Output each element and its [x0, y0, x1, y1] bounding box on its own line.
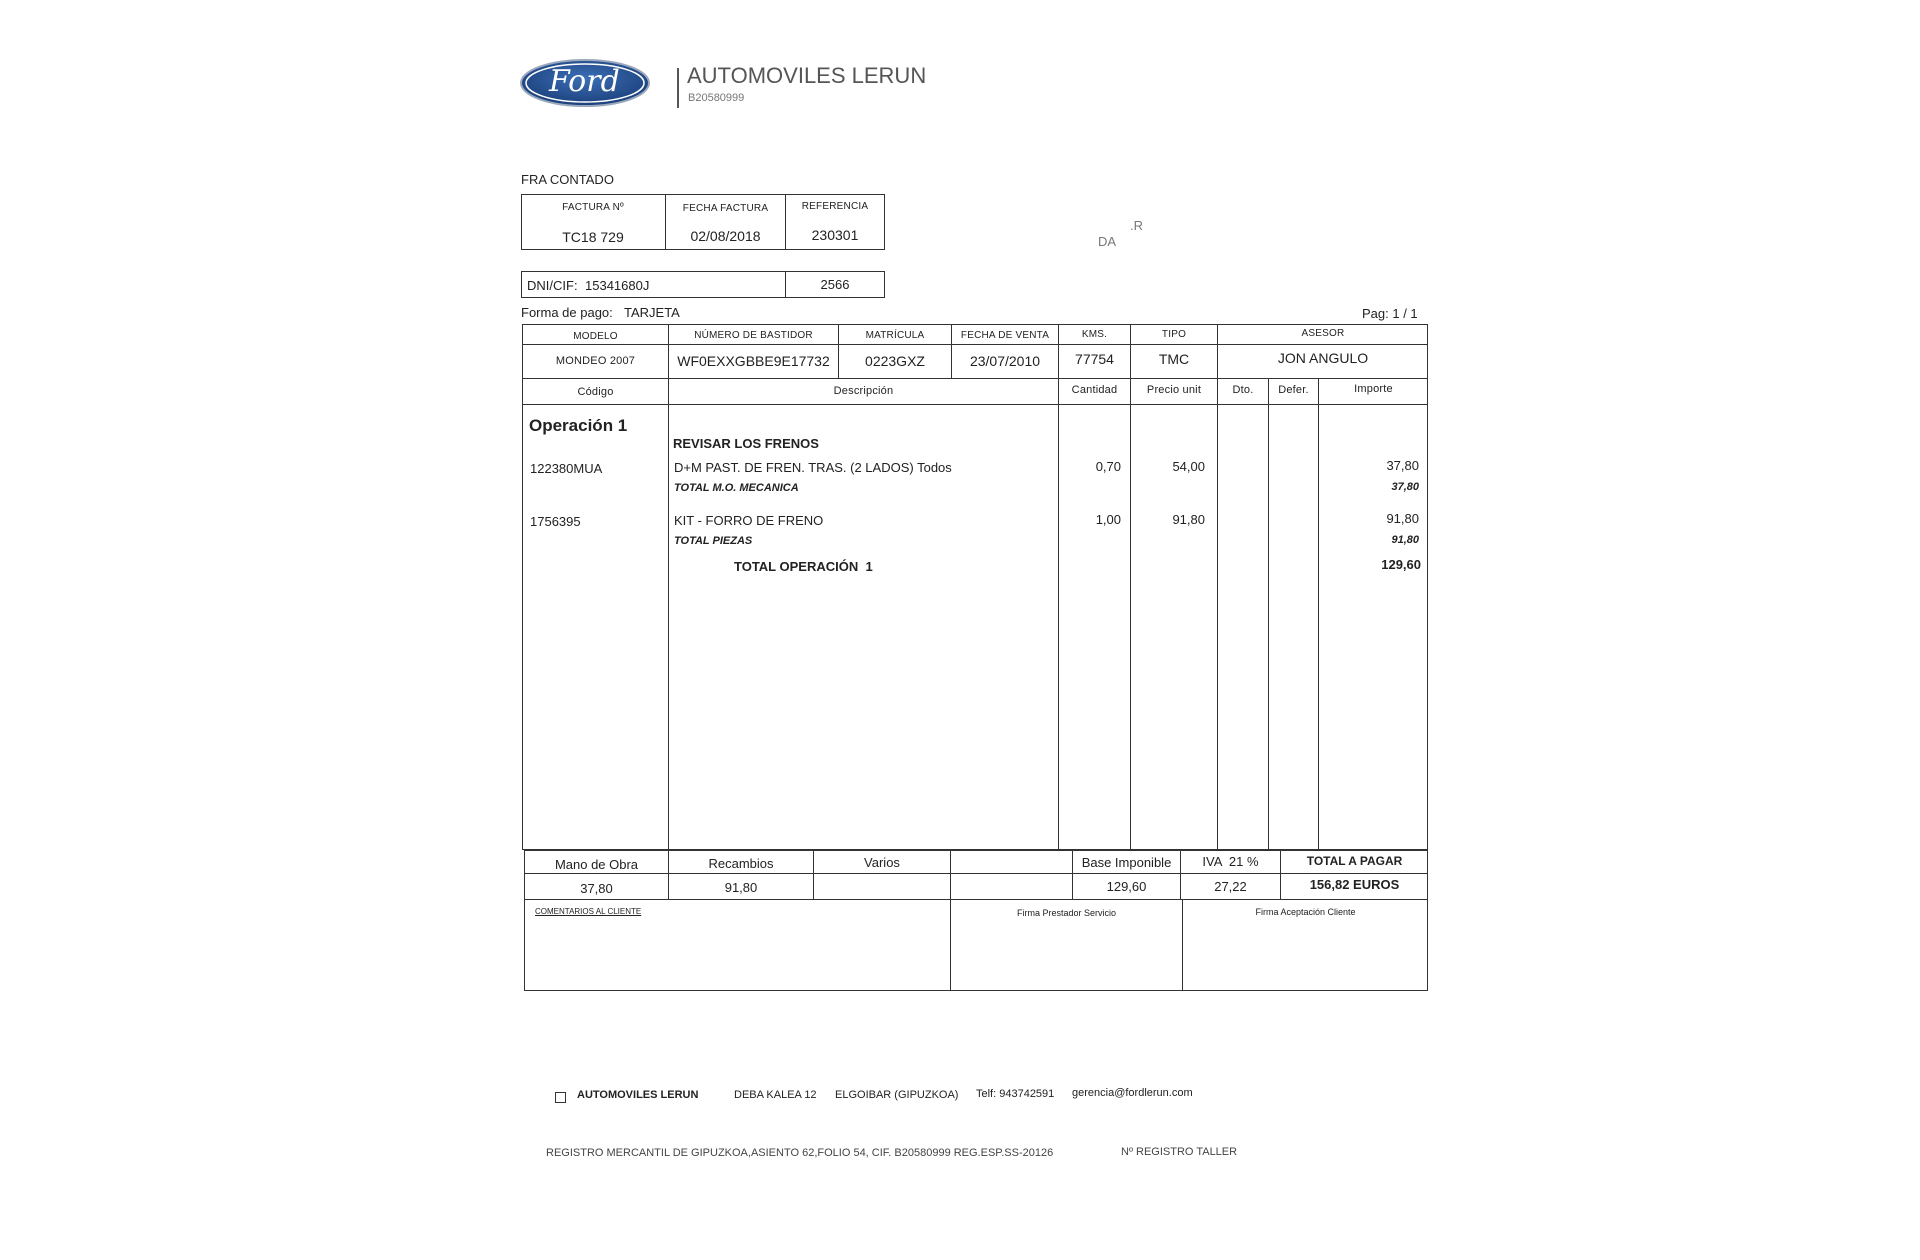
reference-label: REFERENCIA: [801, 201, 869, 212]
footer-address: DEBA KALEA 12: [734, 1089, 817, 1101]
vehicle-kms: 77754: [1075, 351, 1114, 367]
header-divider: [677, 68, 679, 108]
recambios-label: Recambios: [708, 856, 774, 871]
customer-address-fragment-2: DA: [1098, 234, 1117, 249]
line-quantity: 1,00: [1095, 512, 1121, 527]
company-name: AUTOMOVILES LERUN: [687, 63, 927, 88]
customer-code: 2566: [820, 277, 850, 292]
total-piezas-value: 91,80: [1391, 534, 1419, 546]
doc-type: FRA CONTADO: [521, 172, 614, 187]
footer-company: AUTOMOVILES LERUN: [577, 1089, 699, 1101]
col-dto: Dto.: [1232, 384, 1254, 396]
vehicle-model: MONDEO 2007: [555, 355, 636, 367]
customer-address-fragment-1: .R: [1130, 218, 1143, 233]
line-amount: 37,80: [1386, 458, 1419, 473]
client-signature-label: Firma Aceptación Cliente: [1255, 907, 1356, 917]
dni-value: 15341680J: [585, 278, 650, 293]
provider-signature-label: Firma Prestador Servicio: [1016, 908, 1117, 918]
footer-registry: REGISTRO MERCANTIL DE GIPUZKOA,ASIENTO 62,FOLIO 54, CIF. B20580999 REG.ESP.SS-20126: [546, 1147, 1054, 1159]
vehicle-header-type: TIPO: [1161, 329, 1187, 340]
dni-label: DNI/CIF:: [527, 278, 578, 293]
invoice-date-label: FECHA FACTURA: [682, 203, 769, 214]
lines-table: [522, 324, 1428, 850]
col-codigo: Código: [577, 386, 614, 398]
payment-label: Forma de pago:: [521, 305, 613, 320]
invoice-number-label: FACTURA Nº: [562, 202, 624, 213]
vehicle-sale-date: 23/07/2010: [969, 353, 1041, 369]
mano-obra-value: 37,80: [580, 881, 613, 896]
vehicle-header-advisor: ASESOR: [1301, 328, 1345, 339]
iva-label: IVA 21 %: [1202, 854, 1259, 869]
vehicle-header-plate: MATRÍCULA: [865, 330, 925, 341]
company-code: B20580999: [688, 92, 745, 104]
footer-city: ELGOIBAR (GIPUZKOA): [835, 1089, 959, 1101]
line-amount: 91,80: [1386, 511, 1419, 526]
base-imponible-label: Base Imponible: [1081, 855, 1172, 870]
recambios-value: 91,80: [724, 880, 758, 895]
payment-value: TARJETA: [624, 305, 680, 320]
total-mo-label: TOTAL M.O. MECANICA: [674, 482, 799, 494]
vehicle-plate: 0223GXZ: [865, 353, 925, 369]
operation-subtitle: REVISAR LOS FRENOS: [673, 436, 819, 451]
col-descripcion: Descripción: [833, 385, 894, 397]
mano-obra-label: Mano de Obra: [554, 857, 639, 872]
total-mo-value: 37,80: [1391, 481, 1419, 493]
vehicle-advisor: JON ANGULO: [1277, 350, 1369, 366]
invoice-date: 02/08/2018: [690, 228, 761, 244]
reference-value: 230301: [811, 227, 859, 243]
footer-email: gerencia@fordlerun.com: [1072, 1087, 1193, 1099]
total-pagar-value: 156,82 EUROS: [1309, 877, 1400, 892]
total-pagar-label: TOTAL A PAGAR: [1306, 854, 1403, 868]
total-operation-label: TOTAL OPERACIÓN 1: [734, 559, 873, 574]
col-cantidad: Cantidad: [1071, 384, 1118, 396]
base-imponible-value: 129,60: [1106, 879, 1147, 894]
vehicle-header-vin: NÚMERO DE BASTIDOR: [694, 330, 813, 341]
line-description: KIT - FORRO DE FRENO: [674, 513, 824, 528]
page-indicator: Pag: 1 / 1: [1362, 306, 1418, 321]
col-precio: Precio unit: [1146, 384, 1202, 396]
vehicle-type: TMC: [1158, 351, 1190, 367]
vehicle-vin: WF0EXXGBBE9E17732: [677, 353, 830, 369]
footer-phone: Telf: 943742591: [976, 1088, 1055, 1100]
vehicle-header-kms: KMS.: [1081, 329, 1108, 340]
line-code: 122380MUA: [530, 461, 603, 476]
varios-label: Varios: [864, 855, 900, 870]
ford-logo: [519, 58, 651, 108]
line-code: 1756395: [530, 514, 581, 529]
col-defer: Defer.: [1278, 384, 1309, 396]
total-operation-value: 129,60: [1381, 557, 1421, 572]
vehicle-header-sale-date: FECHA DE VENTA: [960, 330, 1050, 341]
comments-label: COMENTARIOS AL CLIENTE: [535, 907, 642, 916]
iva-value: 27,22: [1214, 879, 1247, 894]
vehicle-header-model: MODELO: [573, 331, 618, 342]
checkbox-icon: [555, 1092, 566, 1103]
footer-workshop-registry: Nº REGISTRO TALLER: [1121, 1146, 1238, 1158]
invoice-number: TC18 729: [562, 229, 624, 245]
line-description: D+M PAST. DE FREN. TRAS. (2 LADOS) Todos: [674, 460, 952, 475]
total-piezas-label: TOTAL PIEZAS: [674, 535, 753, 547]
line-price: 91,80: [1172, 512, 1205, 527]
col-importe: Importe: [1354, 383, 1393, 395]
line-price: 54,00: [1172, 459, 1205, 474]
line-quantity: 0,70: [1095, 459, 1121, 474]
ford-logo-text: Ford: [549, 64, 620, 99]
operation-title: Operación 1: [529, 416, 628, 435]
